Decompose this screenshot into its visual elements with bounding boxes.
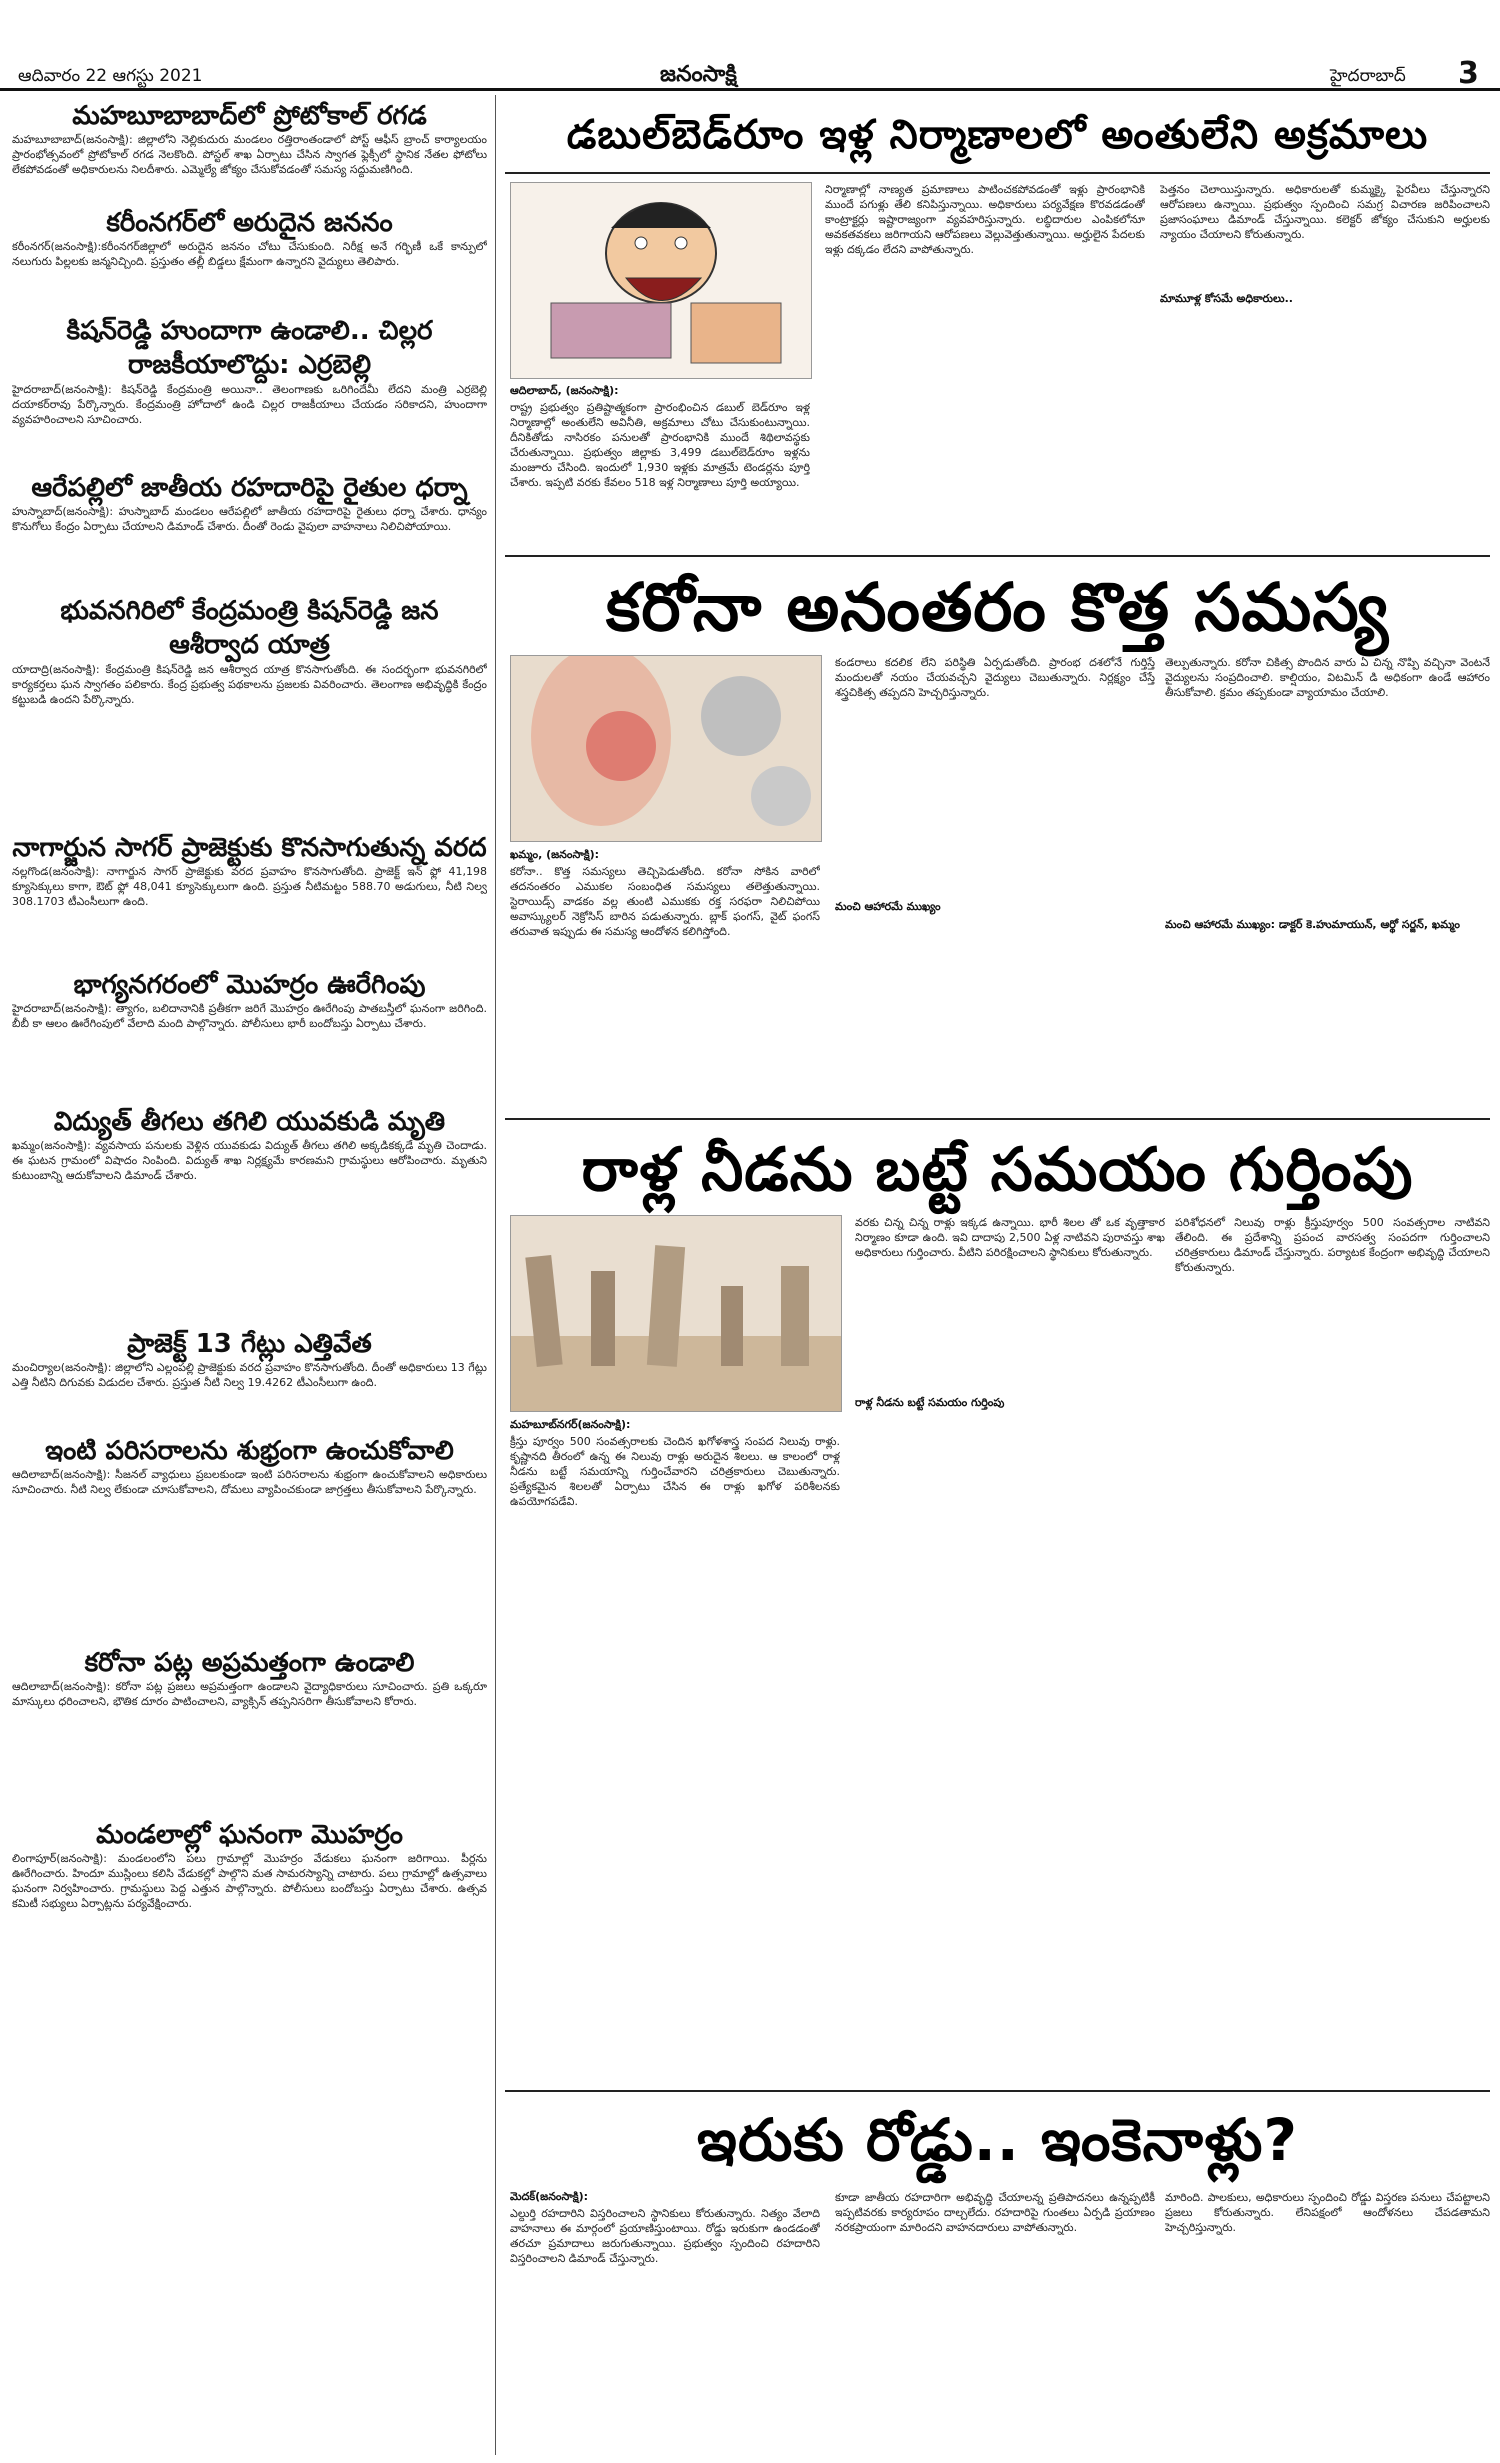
- divider: [505, 1118, 1490, 1120]
- standing-stones-image: [510, 1215, 842, 1412]
- article-headline: నాగార్జున సాగర్‌ ప్రాజెక్టుకు కొనసాగుతున్న వరద: [12, 833, 487, 863]
- article-body: కరీంనగర్‌(జనంసాక్షి):కరీంనగర్‌జిల్లాలో అరుదైన జననం చోటు చేసుకుంది. నిరీక్ష అనే గర్భిణీ ఒకే కాన్పులో నలుగురు పిల్లలకు జన్మనిచ్చింది. ప్రస్తుతం తల్లీ బిడ్డలు క్షేమంగా ఉన్నారని వైద్యులు తెలిపారు.: [12, 240, 487, 268]
- story-byline: మెదక్‌(జనంసాక్షి):: [510, 2190, 589, 2203]
- masthead: [0, 0, 1500, 91]
- left-article: [12, 100, 487, 207]
- article-body: యాదాద్రి(జనంసాక్షి): కేంద్రమంత్రి కిషన్‌రెడ్డి జన ఆశీర్వాద యాత్ర కొనసాగుతోంది. ఈ సందర్భంగా భువనగిరిలో కార్యకర్తలు ఘన స్వాగతం పలికారు. కేంద్ర ప్రభుత్వ పథకాలను ప్రజలకు వివరించారు. తెలంగాణ అభివృద్ధికి కేంద్రం కట్టుబడి ఉందని పేర్కొన్నారు.: [12, 663, 487, 706]
- issue-date: ఆదివారం 22 ఆగస్టు 2021: [18, 66, 203, 86]
- article-headline: కరోనా పట్ల అప్రమత్తంగా ఉండాలి: [84, 1648, 415, 1678]
- story-text: కూడా జాతీయ రహదారిగా అభివృద్ధి చేయాలన్న ప్రతిపాదనలు ఉన్నప్పటికీ ఇప్పటివరకు కార్యరూపం దాల్చలేదు. రహదారిపై గుంతలు ఏర్పడి ప్రయాణం నరకప్రాయంగా మారిందని వాహనదారులు వాపోతున్నారు.: [835, 2191, 1155, 2234]
- article-body: ఆదిలాబాద్‌(జనంసాక్షి): సీజనల్‌ వ్యాధులు ప్రబలకుండా ఇంటి పరిసరాలను శుభ్రంగా ఉంచుకోవాలని అధికారులు సూచించారు. నీటి నిల్వ లేకుండా చూసుకోవాలని, దోమలు వ్యాపించకుండా జాగ్రత్తలు తీసుకోవాలని పేర్కొన్నారు.: [12, 1468, 487, 1496]
- xray-image: [510, 655, 822, 842]
- divider: [505, 555, 1490, 557]
- article-body: నల్లగొండ(జనంసాక్షి): నాగార్జున సాగర్‌ ప్రాజెక్టుకు వరద ప్రవాహం కొనసాగుతోంది. ప్రాజెక్ట్‌ ఇన్‌ ఫ్లో 41,198 క్యూసెక్కులు కాగా, ఔట్‌ ఫ్లో 48,041 క్యూసెక్కులుగా ఉంది. ప్రస్తుత నీటిమట్టం 588.70 అడుగులు, నీటి నిల్వ 308.1703 టీఎంసీలుగా ఉంది.: [12, 865, 487, 908]
- lead-headline: డబుల్‌బెడ్‌రూం ఇళ్ల నిర్మాణాలలో అంతులేని అక్రమాలు: [566, 112, 1429, 158]
- article-body: మహబూబాబాద్‌(జనంసాక్షి): జిల్లాలోని నెల్లికుదురు మండలం రత్తిరాంతండాలో పోస్ట్‌ ఆఫీస్‌ బ్రాంచ్‌ కార్యాలయం ప్రారంభోత్సవంలో ప్రోటోకాల్‌ రగడ నెలకొంది. పోస్టల్‌ శాఖ ఏర్పాటు చేసిన స్వాగత ఫ్లెక్సీలో స్థానిక నేతల ఫోటోలు లేకపోవడంతో అధికారులను నిలదీశారు. ఎమ్మెల్యే జోక్యం చేసుకోవడంతో సమస్య సద్దుమణిగింది.: [12, 133, 487, 176]
- article-body: లింగాపూర్‌(జనంసాక్షి): మండలంలోని పలు గ్రామాల్లో మొహర్రం వేడుకలు ఘనంగా జరిగాయి. పీర్లను ఊరేగించారు. హిందూ ముస్లింలు కలిసి వేడుకల్లో పాల్గొని మత సామరస్యాన్ని చాటారు. పలు గ్రామాల్లో ఉత్సవాలు ఘనంగా నిర్వహించారు. గ్రామస్థులు పెద్ద ఎత్తున పాల్గొన్నారు. పోలీసులు బందోబస్తు ఏర్పాటు చేశారు. ఉత్సవ కమిటీ సభ్యులు ఏర్పాట్లను పర్యవేక్షించారు.: [12, 1852, 487, 1910]
- article-headline: భువనగిరిలో కేంద్రమంత్రి కిషన్‌రెడ్డి జన ఆశీర్వాద యాత్ర: [60, 596, 439, 660]
- story-byline: ఆదిలాబాద్‌, (జనంసాక్షి):: [510, 384, 619, 397]
- standing-stones-icon: [511, 1216, 841, 1411]
- left-article: [12, 832, 487, 969]
- story-headline: కరోనా అనంతరం కొత్త సమస్య: [605, 569, 1390, 646]
- story-byline: ఖమ్మం, (జనంసాక్షి):: [510, 848, 599, 861]
- left-article: [12, 1106, 487, 1328]
- left-article: [12, 1647, 487, 1819]
- story-text: రాష్ట్ర ప్రభుత్వం ప్రతిష్టాత్మకంగా ప్రారంభించిన డబుల్‌ బెడ్‌రూం ఇళ్ల నిర్మాణాల్లో అంతులేని అవినీతి, అక్రమాలు చోటు చేసుకుంటున్నాయి. దీనికితోడు నాసిరకం పనులతో ప్రారంభానికి ముందే శిథిలావస్థకు చేరుతున్నాయి. ప్రభుత్వం జిల్లాకు 3,499 డబుల్‌బెడ్‌రూం ఇళ్లను మంజూరు చేసింది. ఇందులో 1,930 ఇళ్లకు మాత్రమే టెండర్లను పూర్తి చేశారు. ఇప్పటి వరకు కేవలం 518 ఇళ్ల నిర్మాణాలు పూర్తి అయ్యాయి.: [510, 401, 810, 489]
- story-text: మారింది. పాలకులు, అధికారులు స్పందించి రోడ్డు విస్తరణ పనులు చేపట్టాలని ప్రజలు కోరుతున్నారు. లేనిపక్షంలో ఆందోళనలు చేపడతామని హెచ్చరిస్తున్నారు.: [1165, 2191, 1490, 2234]
- article-headline: విద్యుత్‌ తీగలు తగిలి యువకుడి మృతి: [53, 1107, 446, 1137]
- story-text: కండరాలు కదలిక లేని పరిస్థితి ఏర్పడుతోంది. ప్రారంభ దశలోనే గుర్తిస్తే మందులతో నయం చేయవచ్చని వైద్యులు చెబుతున్నారు. నిర్లక్ష్యం చేస్తే శస్త్రచికిత్స తప్పదని హెచ్చరిస్తున్నారు.: [835, 656, 1155, 699]
- left-article: [12, 207, 487, 314]
- story-subhead: మామూళ్ల కోసమే అధికారులు..: [1160, 292, 1293, 305]
- story-text: నిర్మాణాల్లో నాణ్యత ప్రమాణాలు పాటించకపోవడంతో ఇళ్లు ప్రారంభానికి ముందే పగుళ్లు తేలి కనిపిస్తున్నాయి. అధికారులు పర్యవేక్షణ కొరవడడంతో కాంట్రాక్టర్లు ఇష్టారాజ్యంగా వ్యవహరిస్తున్నారు. లబ్ధిదారుల ఎంపికలోనూ అవకతవకలు జరిగాయని ఆరోపణలు వెల్లువెత్తుతున్నాయి. అర్హులైన పేదలకు ఇళ్లు దక్కడం లేదని వాపోతున్నారు.: [825, 183, 1145, 256]
- article-body: ఆదిలాబాద్‌(జనంసాక్షి): కరోనా పట్ల ప్రజలు అప్రమత్తంగా ఉండాలని వైద్యాధికారులు సూచించారు. ప్రతి ఒక్కరూ మాస్కులు ధరించాలని, భౌతిక దూరం పాటించాలని, వ్యాక్సిన్‌ తప్పనిసరిగా తీసుకోవాలని కోరారు.: [12, 1680, 487, 1708]
- story-headline: ఇరుకు రోడ్డు.. ఇంకెనాళ్లు?: [697, 2106, 1298, 2174]
- article-headline: మండలాల్లో ఘనంగా మొహర్రం: [96, 1820, 403, 1850]
- newspaper-logo: జనంసాక్షి: [660, 62, 737, 87]
- article-body: హైదరాబాద్‌(జనంసాక్షి): త్యాగం, బలిదానానికి ప్రతీకగా జరిగే మొహర్రం ఊరేగింపు పాతబస్తీలో ఘనంగా జరిగింది. బీబీ కా ఆలం ఊరేగింపులో వేలాది మంది పాల్గొన్నారు. పోలీసులు భారీ బందోబస్తు ఏర్పాటు చేశారు.: [12, 1002, 487, 1030]
- article-body: హైదరాబాద్‌(జనంసాక్షి): కిషన్‌రెడ్డి కేంద్రమంత్రి అయినా.. తెలంగాణకు ఒరిగిందేమీ లేదని మంత్రి ఎర్రబెల్లి దయాకర్‌రావు పేర్కొన్నారు. కేంద్రమంత్రి హోదాలో ఉండి చిల్లర రాజకీయాలు చేయడం సరికాదని, హుందాగా వ్యవహరించాలని సూచించారు.: [12, 383, 487, 426]
- story-text: పరిశోధనలో నిలువు రాళ్లు క్రీస్తుపూర్వం 500 సంవత్సరాల నాటివని తేలింది. ఈ ప్రదేశాన్ని ప్రపంచ వారసత్వ సంపదగా గుర్తించాలని చరిత్రకారులు డిమాండ్‌ చేస్తున్నారు. పర్యాటక కేంద్రంగా అభివృద్ధి చేయాలని కోరుతున్నారు.: [1175, 1216, 1490, 1274]
- edition-city: హైదరాబాద్: [1330, 66, 1406, 86]
- article-headline: ప్రాజెక్ట్‌ 13 గేట్లు ఎత్తివేత: [127, 1329, 372, 1359]
- article-headline: మహబూబాబాద్‌లో ప్రోటోకాల్‌ రగడ: [72, 101, 427, 131]
- left-article: [12, 594, 487, 832]
- left-article: [12, 472, 487, 594]
- left-article: [12, 314, 487, 472]
- article-headline: కిషన్‌రెడ్డి హుందాగా ఉండాలి.. చిల్లర రాజకీయాలొద్దు: ఎర్రబెల్లి: [66, 316, 433, 380]
- story-text: క్రీస్తు పూర్వం 500 సంవత్సరాలకు చెందిన ఖగోళశాస్త్ర సంపద నిలువు రాళ్లు. కృష్ణానది తీరంలో ఉన్న ఈ నిలువు రాళ్లు అరుదైన శిలలు. ఆ కాలంలో రాళ్ల నీడను బట్టే సమయాన్ని గుర్తించేవారని చరిత్రకారులు చెబుతున్నారు. ప్రత్యేకమైన శిలలతో ఏర్పాటు చేసిన ఈ రాళ్లు ఖగోళ పరిశీలనకు ఉపయోగపడేవి.: [510, 1435, 840, 1508]
- left-article: [12, 1328, 487, 1435]
- article-body: మంచిర్యాల(జనంసాక్షి): జిల్లాలోని ఎల్లంపల్లి ప్రాజెక్టుకు వరద ప్రవాహం కొనసాగుతోంది. దీంతో అధికారులు 13 గేట్లు ఎత్తి నీటిని దిగువకు విడుదల చేశారు. ప్రస్తుత నీటి నిల్వ 19.4262 టీఎంసీలుగా ఉంది.: [12, 1361, 487, 1389]
- cartoon-man-eating-icon: [511, 183, 811, 378]
- story-text: కరోనా.. కొత్త సమస్యలు తెచ్చిపెడుతోంది. కరోనా సోకిన వారిలో తదనంతరం ఎముకల సంబంధిత సమస్యలు తలెత్తుతున్నాయి. స్టెరాయిడ్స్‌ వాడకం వల్ల తుంటి ఎముకకు రక్త సరఫరా నిలిచిపోయి అవాస్క్యులర్‌ నెక్రోసిస్‌ బారిన పడుతున్నారు. బ్లాక్‌ ఫంగస్‌, వైట్‌ ఫంగస్‌ తరువాత ఇప్పుడు ఈ సమస్య ఆందోళన కలిగిస్తోంది.: [510, 865, 820, 938]
- left-article: [12, 1435, 487, 1647]
- story-byline: మహబూబ్‌నగర్‌(జనంసాక్షి):: [510, 1418, 631, 1431]
- cartoon-image: [510, 182, 812, 379]
- left-article: [12, 1819, 487, 2161]
- story-subhead: మంచి ఆహారమే ముఖ్యం: డాక్టర్‌ కె.హుమాయున్‌, ఆర్థో సర్జన్‌, ఖమ్మం: [1165, 918, 1460, 931]
- story-text: తెల్పుతున్నారు. కరోనా చికిత్స పొందిన వారు ఏ చిన్న నొప్పి వచ్చినా వెంటనే వైద్యులను సంప్రదించాలి. కాల్షియం, విటమిన్‌ డి అధికంగా ఉండే ఆహారం తీసుకోవాలి. క్రమం తప్పకుండా వ్యాయామం చేయాలి.: [1165, 656, 1490, 699]
- divider: [505, 2090, 1490, 2092]
- story-text: పెత్తనం చెలాయిస్తున్నారు. అధికారులతో కుమ్మక్కై పైరవీలు చేస్తున్నారని ఆరోపణలు ఉన్నాయి. ప్రభుత్వం స్పందించి సమగ్ర విచారణ జరిపించాలని ప్రజాసంఘాలు డిమాండ్‌ చేస్తున్నాయి. కలెక్టర్‌ జోక్యం చేసుకుని అర్హులకు న్యాయం చేయాలని కోరుతున్నారు.: [1160, 183, 1490, 241]
- story-headline: రాళ్ల నీడను బట్టే సమయం గుర్తింపు: [581, 1135, 1414, 1205]
- story-text: ఎల్దుర్తి రహదారిని విస్తరించాలని స్థానికులు కోరుతున్నారు. నిత్యం వేలాది వాహనాలు ఈ మార్గంలో ప్రయాణిస్తుంటాయి. రోడ్డు ఇరుకుగా ఉండడంతో తరచూ ప్రమాదాలు జరుగుతున్నాయి. ప్రభుత్వం స్పందించి రహదారిని విస్తరించాలని డిమాండ్‌ చేస్తున్నారు.: [510, 2207, 820, 2265]
- page-number: 3: [1458, 56, 1479, 91]
- article-headline: ఇంటి పరిసరాలను శుభ్రంగా ఉంచుకోవాలి: [45, 1436, 454, 1466]
- left-article: [12, 969, 487, 1106]
- article-headline: కరీంనగర్‌లో అరుదైన జననం: [106, 208, 393, 238]
- story-subhead: మంచి ఆహారమే ముఖ్యం: [835, 900, 941, 913]
- divider: [505, 172, 1490, 174]
- article-body: హుస్నాబాద్‌(జనంసాక్షి): హుస్నాబాద్‌ మండలం ఆరేపల్లిలో జాతీయ రహదారిపై రైతులు ధర్నా చేశారు. ధాన్యం కొనుగోలు కేంద్రం ఏర్పాటు చేయాలని డిమాండ్‌ చేశారు. దీంతో రెండు వైపులా వాహనాలు నిలిచిపోయాయి.: [12, 505, 487, 533]
- article-body: ఖమ్మం(జనంసాక్షి): వ్యవసాయ పనులకు వెళ్లిన యువకుడు విద్యుత్‌ తీగలు తగిలి అక్కడికక్కడే మృతి చెందాడు. ఈ ఘటన గ్రామంలో విషాదం నింపింది. విద్యుత్‌ శాఖ నిర్లక్ష్యమే కారణమని గ్రామస్థులు ఆరోపించారు. మృతుని కుటుంబాన్ని ఆదుకోవాలని డిమాండ్‌ చేశారు.: [12, 1139, 487, 1182]
- knee-joint-icon: [511, 656, 821, 841]
- article-headline: ఆరేపల్లిలో జాతీయ రహదారిపై రైతుల ధర్నా: [31, 473, 468, 503]
- left-column: [12, 100, 487, 2161]
- article-headline: భాగ్యనగరంలో మొహర్రం ఊరేగింపు: [73, 970, 426, 1000]
- column-divider: [495, 95, 496, 2455]
- story-subhead: రాళ్ల నీడను బట్టే సమయం గుర్తింపు: [855, 1396, 1005, 1409]
- story-text: వరకు చిన్న చిన్న రాళ్లు ఇక్కడ ఉన్నాయి. భారీ శిలల తో ఒక వృత్తాకార నిర్మాణం కూడా ఉంది. ఇవి దాదాపు 2,500 ఏళ్ల నాటివని పురావస్తు శాఖ అధికారులు గుర్తించారు. వీటిని పరిరక్షించాలని స్థానికులు కోరుతున్నారు.: [855, 1216, 1165, 1259]
